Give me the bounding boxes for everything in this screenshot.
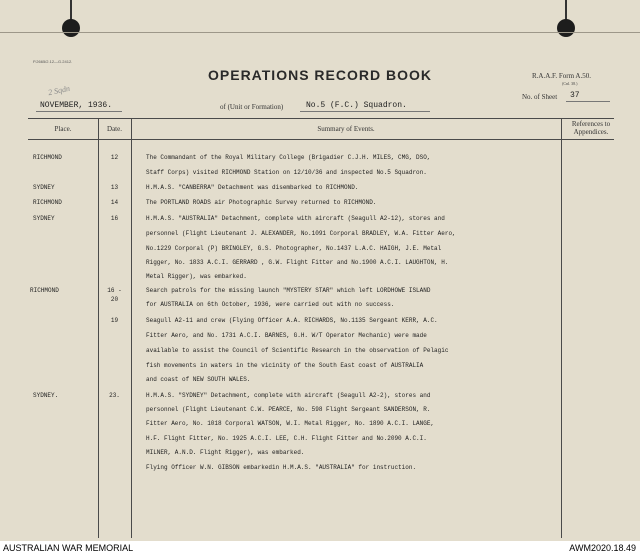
event-line: personnel (Flight Lieutenant J. ALEXANDER, No.1091 Corporal BRADLEY, W.A. Fitter Aero, [146,230,456,237]
event-line: available to assist the Council of Scientific Research in the observation of Pelagic [146,347,449,354]
header-references-line2: Appendices. [573,128,609,136]
paper-fold-line [0,32,640,33]
row-place: RICHMOND [33,154,62,161]
event-line: Rigger, No. 1833 A.C.I. GERRARD , G.W. Flight Fitter and No.1900 A.C.I. LAUGHTON, H. [146,259,449,266]
pencil-annotation: 2 Sqdn [47,83,71,98]
event-line: for AUSTRALIA on 6th October, 1936, were carried out with no success. [146,301,395,308]
event-line: Fitter Aero, No. 1018 Corporal WATSON, W.I. Metal Rigger, No. 1890 A.C.I. LANGE, [146,420,435,427]
row-place: SYDNEY [33,184,55,191]
row-date: 16 - [107,287,122,294]
unit-underline [300,111,430,112]
accession-number: AWM2020.18.49 [569,543,636,553]
unit-label: of (Unit or Formation) [220,103,284,111]
event-line: Search patrols for the missing launch "MYSTERY STAR" which left LORDHOWE ISLAND [146,287,431,294]
punch-hole-right [557,19,575,37]
row-date: 20 [110,296,119,303]
event-line: H.M.A.S. "CANBERRA" Detachment was disembarked to RICHMOND. [146,184,359,191]
row-place: RICHMOND [33,199,62,206]
row-date: 12 [110,154,119,161]
table-header-rule [28,139,614,140]
row-date: 19 [110,317,119,324]
column-divider-refs [561,118,562,538]
row-place: RICHMOND [30,287,59,294]
column-divider-date [131,118,132,538]
row-place: SYDNEY. [33,392,59,399]
month-year: NOVEMBER, 1936. [40,101,113,110]
month-underline [36,111,122,112]
header-date: Date. [107,125,122,133]
event-line: MILNER, A.N.D. Flight Rigger), was embarked. [146,449,305,456]
form-number: R.A.A.F. Form A.50. [532,72,591,80]
header-place: Place. [54,125,72,133]
event-line: Seagull A2-11 and crew (Flying Officer A.A. RICHARDS, No.1135 Sergeant KERR, A.C. [146,317,438,324]
page-title: OPERATIONS RECORD BOOK [208,67,432,83]
event-line: H.M.A.S. "SYDNEY" Detachment, complete with aircraft (Seagull A2-2), stores and [146,392,431,399]
row-date: 16 [110,215,119,222]
event-line: H.M.A.S. "AUSTRALIA" Detachment, complete with aircraft (Seagull A2-12), stores and [146,215,445,222]
event-line: No.1229 Corporal (P) BRINGLEY, G.S. Photographer, No.1437 L.A.C. HAIGH, J.E. Metal [146,245,442,252]
column-divider-place [98,118,99,538]
event-line: Fitter Aero, and No. 1731 A.C.I. BARNES, G.H. W/T Operator Mechanic) were made [146,332,427,339]
header-references-line1: References to [571,120,611,128]
archive-name: AUSTRALIAN WAR MEMORIAL [3,543,134,553]
event-line: The PORTLAND ROADS air Photographic Survey returned to RICHMOND. [146,199,377,206]
row-date: 14 [110,199,119,206]
header-summary: Summary of Events. [317,125,375,133]
unit-name: No.5 (F.C.) Squadron. [306,101,407,110]
form-subnumber: (Cnl. 38.) [562,81,578,86]
row-place: SYDNEY [33,215,55,222]
event-line: Staff Corps) visited RICHMOND Station on 12/10/36 and inspected No.5 Squadron. [146,169,427,176]
table-top-rule [28,118,614,119]
archive-footer [0,541,640,555]
event-line: personnel (Flight Lieutenant C.W. PEARCE, No. 598 Flight Sergeant SANDERSON, R. [146,406,431,413]
event-line: The Commandant of the Royal Military College (Brigadier C.J.H. MILES, CMG, DSO, [146,154,431,161]
sheet-label: No. of Sheet [522,93,558,101]
event-line: fish movements in waters in the vicinity of the South East coast of AUSTRALIA [146,362,424,369]
event-line: Flying Officer W.N. GIBSON embarkedin H.M.A.S. "AUSTRALIA" for instruction. [146,464,417,471]
sheet-number: 37 [570,91,580,100]
print-reference: P.2665/2.12—G.2412. [33,59,73,64]
event-line: Metal Rigger), was embarked. [146,273,247,280]
event-line: H.F. Flight Fitter, No. 1925 A.C.I. LEE, C.H. Flight Fitter and No.2090 A.C.I. [146,435,427,442]
punch-hole-left [62,19,80,37]
header-references [561,120,621,136]
sheet-underline [566,101,610,102]
row-date: 23. [109,392,120,399]
row-date: 13 [110,184,119,191]
event-line: and coast of NEW SOUTH WALES. [146,376,251,383]
